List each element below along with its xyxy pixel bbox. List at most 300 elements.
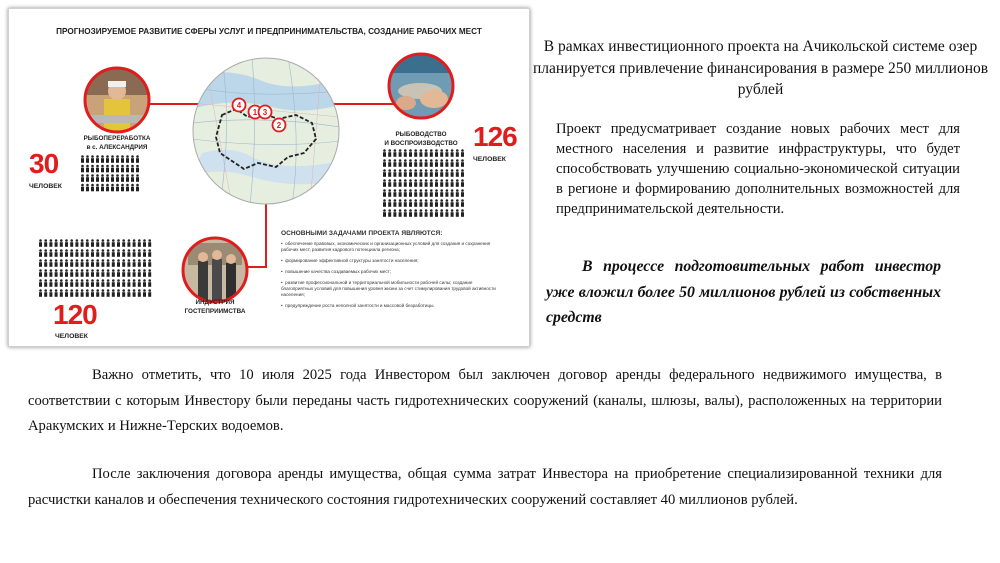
person-icon [451,209,454,217]
person-icon [430,189,433,197]
person-icon [126,165,129,173]
svg-text:3: 3 [262,108,268,117]
person-icon [126,155,129,163]
person-icon [81,259,84,267]
hospitality-count: 120 [53,299,97,330]
person-icon [393,209,396,217]
person-icon [44,249,47,257]
person-icon [55,269,58,277]
person-icon [456,169,459,177]
person-icon [419,149,422,157]
person-icon [60,239,63,247]
person-icon [111,184,114,192]
person-icon [117,269,120,277]
person-icon [81,249,84,257]
person-icon [131,155,134,163]
person-icon [44,259,47,267]
person-icon [399,149,402,157]
person-icon [435,209,438,217]
fish-farming-count: 126 [473,121,517,152]
person-icon [440,169,443,177]
person-icon [456,199,459,207]
fish-farming-label-line1: РЫБОВОДСТВО [395,131,447,138]
person-icon [414,159,417,167]
person-icon [435,199,438,207]
person-icon [127,259,130,267]
person-icon [440,179,443,187]
person-icon [86,165,89,173]
person-icon [107,249,110,257]
person-icon [388,169,391,177]
person-icon [112,239,115,247]
person-icon [86,269,89,277]
person-icon [60,259,63,267]
person-icon [414,169,417,177]
person-icon [399,189,402,197]
person-icon [138,279,141,287]
person-icon [414,149,417,157]
person-icon [121,184,124,192]
person-icon [60,249,63,257]
person-icon [425,199,428,207]
person-icon [91,289,94,297]
person-icon [393,189,396,197]
person-icon [393,169,396,177]
person-icon [112,269,115,277]
person-icon [451,169,454,177]
person-icon [409,199,412,207]
person-icon [49,249,52,257]
person-icon [136,174,139,182]
fish-processing-label [55,135,179,152]
person-icon [96,184,99,192]
person-icon [112,279,115,287]
person-icon [138,289,141,297]
person-icon [425,169,428,177]
person-icon [117,259,120,267]
person-icon [86,249,89,257]
tasks-list [281,241,501,309]
person-icon [143,249,146,257]
person-icon [133,279,136,287]
marker-2 [273,119,286,132]
person-icon [451,149,454,157]
person-icon [138,239,141,247]
person-icon [91,279,94,287]
person-icon [106,184,109,192]
person-icon [96,259,99,267]
hospitality-people-icons [37,239,153,299]
person-icon [91,155,94,163]
task-item: • формирование эффективной структуры занятости населения; [281,257,419,263]
person-icon [399,209,402,217]
person-icon [60,269,63,277]
person-icon [39,239,42,247]
person-icon [96,249,99,257]
person-icon [148,249,151,257]
person-icon [81,279,84,287]
person-icon [127,269,130,277]
person-icon [116,165,119,173]
hospitality-unit: ЧЕЛОВЕК [55,333,88,340]
person-icon [49,289,52,297]
person-icon [451,179,454,187]
person-icon [133,249,136,257]
person-icon [456,189,459,197]
person-icon [404,189,407,197]
person-icon [107,289,110,297]
person-icon [440,209,443,217]
person-icon [445,199,448,207]
person-icon [122,249,125,257]
hospitality-label [155,299,275,316]
person-icon [96,155,99,163]
person-icon [133,269,136,277]
person-icon [133,259,136,267]
person-icon [70,279,73,287]
person-icon [101,259,104,267]
person-icon [136,155,139,163]
person-icon [65,249,68,257]
person-icon [430,209,433,217]
person-icon [39,249,42,257]
person-icon [138,249,141,257]
fish-processing-unit: ЧЕЛОВЕК [29,183,62,190]
fish-farming-unit: ЧЕЛОВЕК [473,156,506,163]
person-icon [414,189,417,197]
person-icon [106,165,109,173]
person-icon [414,179,417,187]
person-icon [122,279,125,287]
person-icon [55,259,58,267]
person-icon [117,249,120,257]
person-icon [461,159,464,167]
expenses-paragraph: После заключения договора аренды имущества, общая сумма затрат Инвестора на приобретение специализированной техники для расчистки каналов и обеспечения технического состояния гидротехнических сооружений составляет 40 миллионов рублей. [28,466,942,508]
person-icon [65,239,68,247]
person-icon [86,174,89,182]
person-icon [86,239,89,247]
task-item: • обеспечение правовых, экономических и организационных условий для создания и сохранения рабочих мест, развития кадрового потенциала региона; [281,241,491,252]
person-icon [122,289,125,297]
person-icon [107,269,110,277]
fish-farming-label-line2: И ВОСПРОИЗВОДСТВО [384,139,458,147]
person-icon [388,159,391,167]
person-icon [435,149,438,157]
person-icon [44,239,47,247]
person-icon [116,155,119,163]
task-item: • повышение качества создаваемых рабочих мест; [281,268,392,274]
person-icon [127,249,130,257]
task-item: • развитие профессиональной и территориальной мобильности рабочей силы; создание благоприятных условий для повышения уровня жизни за счет стимулирования трудовой активности населения; [281,279,496,297]
person-icon [419,199,422,207]
person-icon [404,169,407,177]
person-icon [81,269,84,277]
person-icon [107,279,110,287]
hospitality-photo [180,235,250,305]
person-icon [131,165,134,173]
person-icon [107,259,110,267]
person-icon [143,279,146,287]
person-icon [39,259,42,267]
marker-3 [259,106,272,119]
person-icon [404,179,407,187]
fish-processing-count: 30 [29,148,59,179]
person-icon [148,279,151,287]
person-icon [388,149,391,157]
person-icon [383,189,386,197]
person-icon [49,279,52,287]
person-icon [435,169,438,177]
fish-processing-photo [82,65,152,135]
person-icon [425,159,428,167]
person-icon [101,184,104,192]
infographic-image [8,8,530,347]
person-icon [461,199,464,207]
person-icon [430,149,433,157]
person-icon [383,199,386,207]
hospitality-label-line1: ИНДУСТРИЯ [195,299,235,306]
person-icon [96,239,99,247]
person-icon [55,289,58,297]
person-icon [116,174,119,182]
person-icon [65,269,68,277]
person-icon [383,159,386,167]
fish-processing-label-line2: в с. АЛЕКСАНДРИЯ [86,143,148,151]
person-icon [451,189,454,197]
person-icon [133,289,136,297]
person-icon [393,199,396,207]
person-icon [86,289,89,297]
person-icon [445,169,448,177]
person-icon [96,279,99,287]
person-icon [143,239,146,247]
person-icon [409,209,412,217]
person-icon [111,155,114,163]
person-icon [435,179,438,187]
person-icon [81,289,84,297]
person-icon [70,289,73,297]
person-icon [39,269,42,277]
person-icon [91,184,94,192]
person-icon [106,155,109,163]
person-icon [399,179,402,187]
person-icon [91,165,94,173]
person-icon [75,279,78,287]
person-icon [445,209,448,217]
person-icon [117,289,120,297]
person-icon [44,289,47,297]
marker-4 [233,99,246,112]
person-icon [388,189,391,197]
person-icon [39,279,42,287]
person-icon [414,209,417,217]
person-icon [126,184,129,192]
person-icon [425,179,428,187]
fish-farming-people-icons [381,149,467,221]
person-icon [117,279,120,287]
svg-text:4: 4 [236,101,242,110]
fish-farming-photo [386,51,456,121]
person-icon [136,165,139,173]
person-icon [133,239,136,247]
person-icon [81,155,84,163]
person-icon [81,239,84,247]
person-icon [70,259,73,267]
person-icon [404,159,407,167]
person-icon [96,269,99,277]
fish-processing-label-line1: РЫБОПЕРЕРАБОТКА [83,135,151,142]
person-icon [445,179,448,187]
person-icon [461,209,464,217]
person-icon [127,239,130,247]
person-icon [383,209,386,217]
person-icon [440,159,443,167]
person-icon [425,189,428,197]
person-icon [430,179,433,187]
person-icon [414,199,417,207]
person-icon [81,174,84,182]
person-icon [70,239,73,247]
infographic-title: ПРОГНОЗИРУЕМОЕ РАЗВИТИЕ СФЕРЫ УСЛУГ И ПРЕДПРИНИМАТЕЛЬСТВА, СОЗДАНИЕ РАБОЧИХ МЕСТ [56,27,482,36]
person-icon [409,189,412,197]
person-icon [91,259,94,267]
person-icon [75,259,78,267]
person-icon [39,289,42,297]
person-icon [126,174,129,182]
person-icon [445,159,448,167]
person-icon [461,179,464,187]
person-icon [456,149,459,157]
person-icon [404,199,407,207]
person-icon [101,279,104,287]
person-icon [148,289,151,297]
person-icon [425,209,428,217]
person-icon [451,199,454,207]
person-icon [91,249,94,257]
person-icon [86,184,89,192]
person-icon [409,159,412,167]
person-icon [461,169,464,177]
person-icon [91,174,94,182]
person-icon [55,239,58,247]
person-icon [101,289,104,297]
person-icon [409,179,412,187]
project-description: Проект предусматривает создание новых рабочих мест для местного населения и развитие инфраструктуры, что будет способствовать улучшению социально-экономической ситуации в регионе и формированию дополнительных возможностей для предпринимательской деятельности. [556,121,960,217]
person-icon [101,249,104,257]
person-icon [112,249,115,257]
person-icon [101,239,104,247]
person-icon [383,179,386,187]
person-icon [101,155,104,163]
person-icon [60,289,63,297]
svg-text:1: 1 [252,108,258,117]
person-icon [456,159,459,167]
person-icon [445,149,448,157]
person-icon [430,169,433,177]
person-icon [60,279,63,287]
person-icon [75,289,78,297]
person-icon [148,259,151,267]
person-icon [127,279,130,287]
person-icon [91,269,94,277]
fish-farming-label [361,131,481,148]
person-icon [101,269,104,277]
person-icon [122,269,125,277]
person-icon [419,179,422,187]
person-icon [112,259,115,267]
person-icon [425,149,428,157]
person-icon [419,189,422,197]
person-icon [409,169,412,177]
person-icon [116,184,119,192]
person-icon [70,269,73,277]
person-icon [86,279,89,287]
person-icon [44,269,47,277]
person-icon [419,209,422,217]
person-icon [138,259,141,267]
lease-agreement-paragraph: Важно отметить, что 10 июля 2025 года Инвестором был заключен договор аренды федерального недвижимого имущества, в соответствии с которым Инвестору были переданы часть гидротехнических сооружений (каналы, шлюзы, валы), расположенных на территории Аракумских и Нижне-Терских водоемов. [28,367,942,434]
person-icon [86,259,89,267]
svg-text:2: 2 [276,121,282,130]
investment-highlight: В процессе подготовительных работ инвестор уже вложил более 50 миллионов рублей из собственных средств [546,258,941,326]
person-icon [383,169,386,177]
person-icon [393,159,396,167]
person-icon [111,165,114,173]
person-icon [419,169,422,177]
person-icon [65,289,68,297]
person-icon [96,289,99,297]
person-icon [440,199,443,207]
person-icon [101,165,104,173]
person-icon [75,269,78,277]
person-icon [404,209,407,217]
person-icon [143,259,146,267]
person-icon [117,239,120,247]
person-icon [399,159,402,167]
person-icon [112,289,115,297]
person-icon [435,189,438,197]
task-item: • предупреждение роста неполной занятости и массовой безработицы. [281,302,435,308]
person-icon [445,189,448,197]
person-icon [461,189,464,197]
person-icon [81,165,84,173]
person-icon [121,155,124,163]
person-icon [49,239,52,247]
person-icon [409,149,412,157]
tasks-title: ОСНОВНЫМИ ЗАДАЧАМИ ПРОЕКТА ЯВЛЯЮТСЯ: [281,230,443,237]
person-icon [430,199,433,207]
person-icon [96,165,99,173]
person-icon [131,174,134,182]
person-icon [440,189,443,197]
person-icon [44,279,47,287]
person-icon [430,159,433,167]
person-icon [388,179,391,187]
person-icon [127,289,130,297]
person-icon [393,149,396,157]
person-icon [121,165,124,173]
person-icon [91,239,94,247]
person-icon [81,184,84,192]
person-icon [136,184,139,192]
person-icon [388,199,391,207]
person-icon [456,209,459,217]
person-icon [383,149,386,157]
person-icon [435,159,438,167]
map-markers [231,95,291,137]
person-icon [55,279,58,287]
person-icon [65,259,68,267]
